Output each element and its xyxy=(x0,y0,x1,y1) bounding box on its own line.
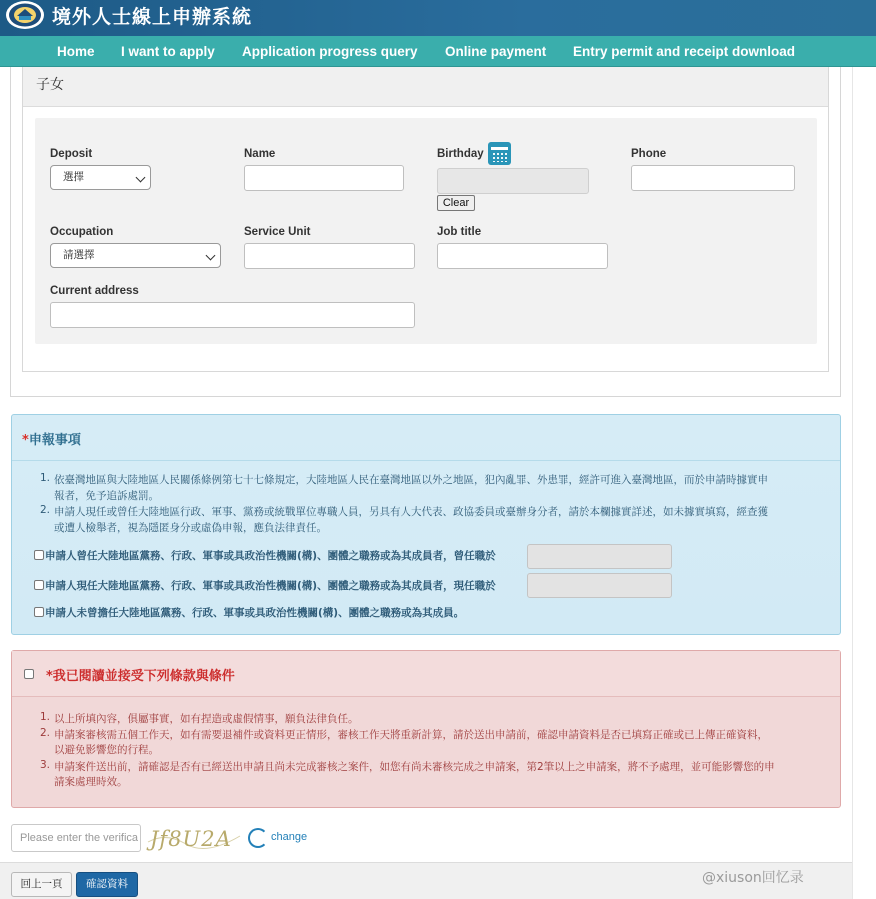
declaration-option-current[interactable] xyxy=(34,578,496,593)
terms-item-num: 1. xyxy=(40,711,51,723)
current-option-label: 申請人現任大陸地區黨務、行政、軍事或具政治性機關(構)、團體之職務或為其成員者，現任職於 xyxy=(45,580,496,592)
captcha-input[interactable]: Please enter the verifica xyxy=(11,824,141,852)
terms-item-num: 3. xyxy=(40,759,51,771)
nav-online-payment[interactable]: Online payment xyxy=(445,44,547,59)
declaration-divider xyxy=(12,460,840,461)
system-title: 境外人士線上申辦系統 xyxy=(52,6,253,28)
nav-permit-download[interactable]: Entry permit and receipt download xyxy=(573,44,796,59)
watermark-text: @xiuson回忆录 xyxy=(702,870,804,886)
declaration-title xyxy=(22,429,81,448)
deposit-select-value: 選擇 xyxy=(63,171,84,183)
terms-item-num: 2. xyxy=(40,727,51,739)
nav-home[interactable]: Home xyxy=(57,44,95,59)
calendar-icon[interactable] xyxy=(488,142,511,165)
terms-item-line: 以避免影響您的行程。 xyxy=(54,744,159,756)
nav-apply[interactable]: I want to apply xyxy=(121,44,215,59)
current-address-input[interactable] xyxy=(50,302,415,328)
main-nav xyxy=(0,36,876,67)
page-edge xyxy=(852,67,853,899)
refresh-icon[interactable] xyxy=(248,828,268,848)
deposit-select[interactable] xyxy=(50,165,151,190)
top-banner xyxy=(0,0,876,36)
required-mark: * xyxy=(22,433,29,448)
declaration-option-never[interactable] xyxy=(34,605,464,620)
occupation-select[interactable] xyxy=(50,243,221,268)
never-checkbox[interactable] xyxy=(34,607,44,617)
job-title-input[interactable] xyxy=(437,243,608,269)
children-panel-heading xyxy=(23,67,828,107)
birthday-clear-button[interactable]: Clear xyxy=(437,195,475,211)
never-option-label: 申請人未曾擔任大陸地區黨務、行政、軍事或具政治性機關(構)、團體之職務或為其成員。 xyxy=(45,607,465,619)
birthday-label: Birthday xyxy=(437,148,484,160)
back-button[interactable]: 回上一頁 xyxy=(11,872,72,897)
declaration-item-line: 報者，免予追訴處罰。 xyxy=(54,490,159,502)
declaration-item-line: 依臺灣地區與大陸地區人民關係條例第七十七條規定，大陸地區人民在臺灣地區以外之地區，犯內亂罪、外患罪，經許可進入臺灣地區，而於申請時據實申 xyxy=(54,474,768,486)
name-input[interactable] xyxy=(244,165,404,191)
confirm-button[interactable]: 確認資料 xyxy=(76,872,138,897)
current-unit-input[interactable] xyxy=(527,573,672,598)
terms-item-line: 申請案件送出前，請確認是否有已經送出申請且尚未完成審核之案件，如您有尚未審核完成之申請案，第2筆以上之申請案，將不予處理，並可能影響您的申 xyxy=(54,761,775,773)
declaration-option-former[interactable] xyxy=(34,548,496,563)
agency-emblem-icon xyxy=(4,0,46,30)
nav-progress-query[interactable]: Application progress query xyxy=(242,44,418,59)
chevron-down-icon xyxy=(206,251,216,261)
children-heading-text: 子女 xyxy=(36,77,64,93)
captcha-change-link[interactable]: change xyxy=(271,831,308,843)
birthday-input[interactable] xyxy=(437,168,589,194)
captcha-image xyxy=(146,822,242,854)
former-option-label: 申請人曾任大陸地區黨務、行政、軍事或具政治性機關(構)、團體之職務或為其成員者，曾任職於 xyxy=(45,550,496,562)
declaration-title-text: 申報事項 xyxy=(28,433,81,448)
terms-accept-checkbox[interactable] xyxy=(24,669,34,679)
terms-item-line: 請案處理時效。 xyxy=(54,776,128,788)
occupation-label: Occupation xyxy=(50,226,114,238)
declaration-item-num: 2. xyxy=(40,504,51,516)
terms-item-line: 申請案審核需五個工作天，如有需要退補件或資料更正情形，審核工作天將重新計算，請於送出申請前，確認申請資料是否已填寫正確或已上傳正確資料， xyxy=(54,729,768,741)
former-unit-input[interactable] xyxy=(527,544,672,569)
declaration-item-line: 或遭人檢舉者，視為隱匿身分或虛偽申報，應負法律責任。 xyxy=(54,522,327,534)
terms-item-line: 以上所填內容，俱屬事實，如有捏造或虛假情事，願負法律負任。 xyxy=(54,713,359,725)
service-unit-label: Service Unit xyxy=(244,226,311,238)
phone-label: Phone xyxy=(631,148,667,160)
service-unit-input[interactable] xyxy=(244,243,415,269)
chevron-down-icon xyxy=(136,173,146,183)
former-checkbox[interactable] xyxy=(34,550,44,560)
name-label: Name xyxy=(244,148,276,160)
terms-title: *我已閱讀並接受下列條款與條件 xyxy=(46,669,235,684)
declaration-item-line: 申請人現任或曾任大陸地區行政、軍事、黨務或統戰單位專職人員，另具有人大代表、政協委員或臺辦身分者，請於本欄據實詳述，如未據實填寫，經查獲 xyxy=(54,506,768,518)
occupation-select-value: 請選擇 xyxy=(63,249,95,261)
current-address-label: Current address xyxy=(50,285,139,297)
current-checkbox[interactable] xyxy=(34,580,44,590)
deposit-label: Deposit xyxy=(50,148,93,160)
phone-input[interactable] xyxy=(631,165,795,191)
captcha-text: Jf8U2A xyxy=(150,827,232,851)
job-title-label: Job title xyxy=(437,226,482,238)
declaration-item-num: 1. xyxy=(40,472,51,484)
